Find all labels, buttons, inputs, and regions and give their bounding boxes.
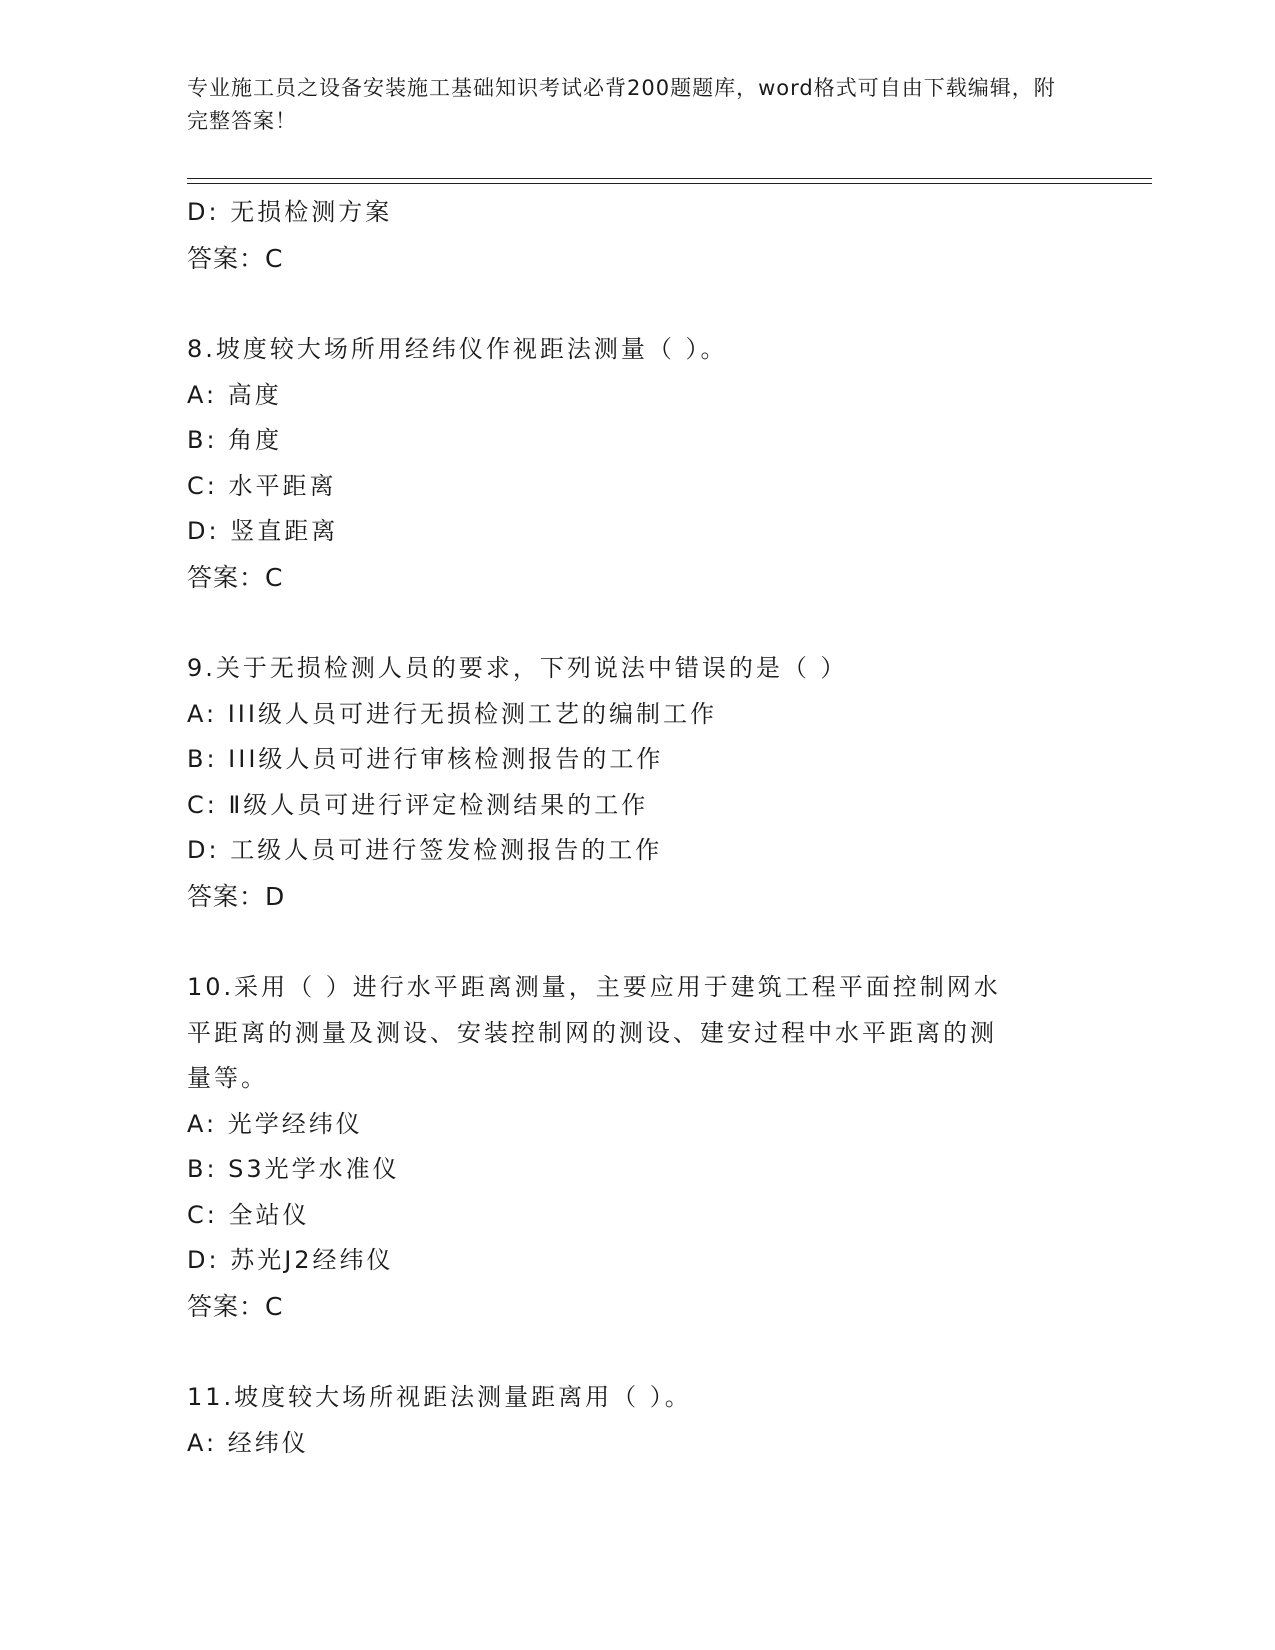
question-stem: 9.关于无损检测人员的要求，下列说法中错误的是（ ） [187, 654, 848, 682]
option-d: D: 苏光J2经纬仪 [187, 1246, 394, 1274]
answer-line: 答案：D [187, 881, 286, 911]
option-d: D: 工级人员可进行签发检测报告的工作 [187, 836, 663, 864]
option-a: A: 高度 [187, 380, 282, 409]
header-divider-top [187, 178, 1152, 179]
question-stem-line: 平距离的测量及测设、安装控制网的测设、建安过程中水平距离的测 [187, 1018, 997, 1047]
option-d: D: 无损检测方案 [187, 198, 393, 226]
answer-line: 答案：C [187, 562, 284, 592]
option-a: A: 光学经纬仪 [187, 1109, 363, 1138]
question-list [187, 190, 1067, 1466]
option-c: C: 全站仪 [187, 1200, 310, 1229]
question-stem-line: 量等。 [187, 1064, 268, 1092]
option-b: B: S3光学水准仪 [187, 1155, 400, 1183]
answer-line: 答案：C [187, 1291, 284, 1321]
option-d: D: 竖直距离 [187, 517, 339, 545]
question-stem-line: 10.采用（ ）进行水平距离测量，主要应用于建筑工程平面控制网水 [187, 973, 1001, 1001]
question-stem: 8.坡度较大场所用经纬仪作视距法测量（ ）。 [187, 335, 728, 363]
option-a: A: III级人员可进行无损检测工艺的编制工作 [187, 699, 717, 728]
option-a: A: 经纬仪 [187, 1428, 309, 1457]
answer-line: 答案：C [187, 243, 284, 273]
option-b: B: 角度 [187, 426, 283, 454]
option-c: C: Ⅱ级人员可进行评定检测结果的工作 [187, 790, 649, 819]
document-header: 专业施工员之设备安装施工基础知识考试必背200题题库，word格式可自由下载编辑，附完整答案！ [187, 76, 1056, 133]
option-c: C: 水平距离 [187, 471, 337, 500]
option-b: B: III级人员可进行审核检测报告的工作 [187, 745, 664, 773]
header-divider-bottom [187, 183, 1152, 184]
question-stem: 11.坡度较大场所视距法测量距离用（ ）。 [187, 1383, 692, 1411]
